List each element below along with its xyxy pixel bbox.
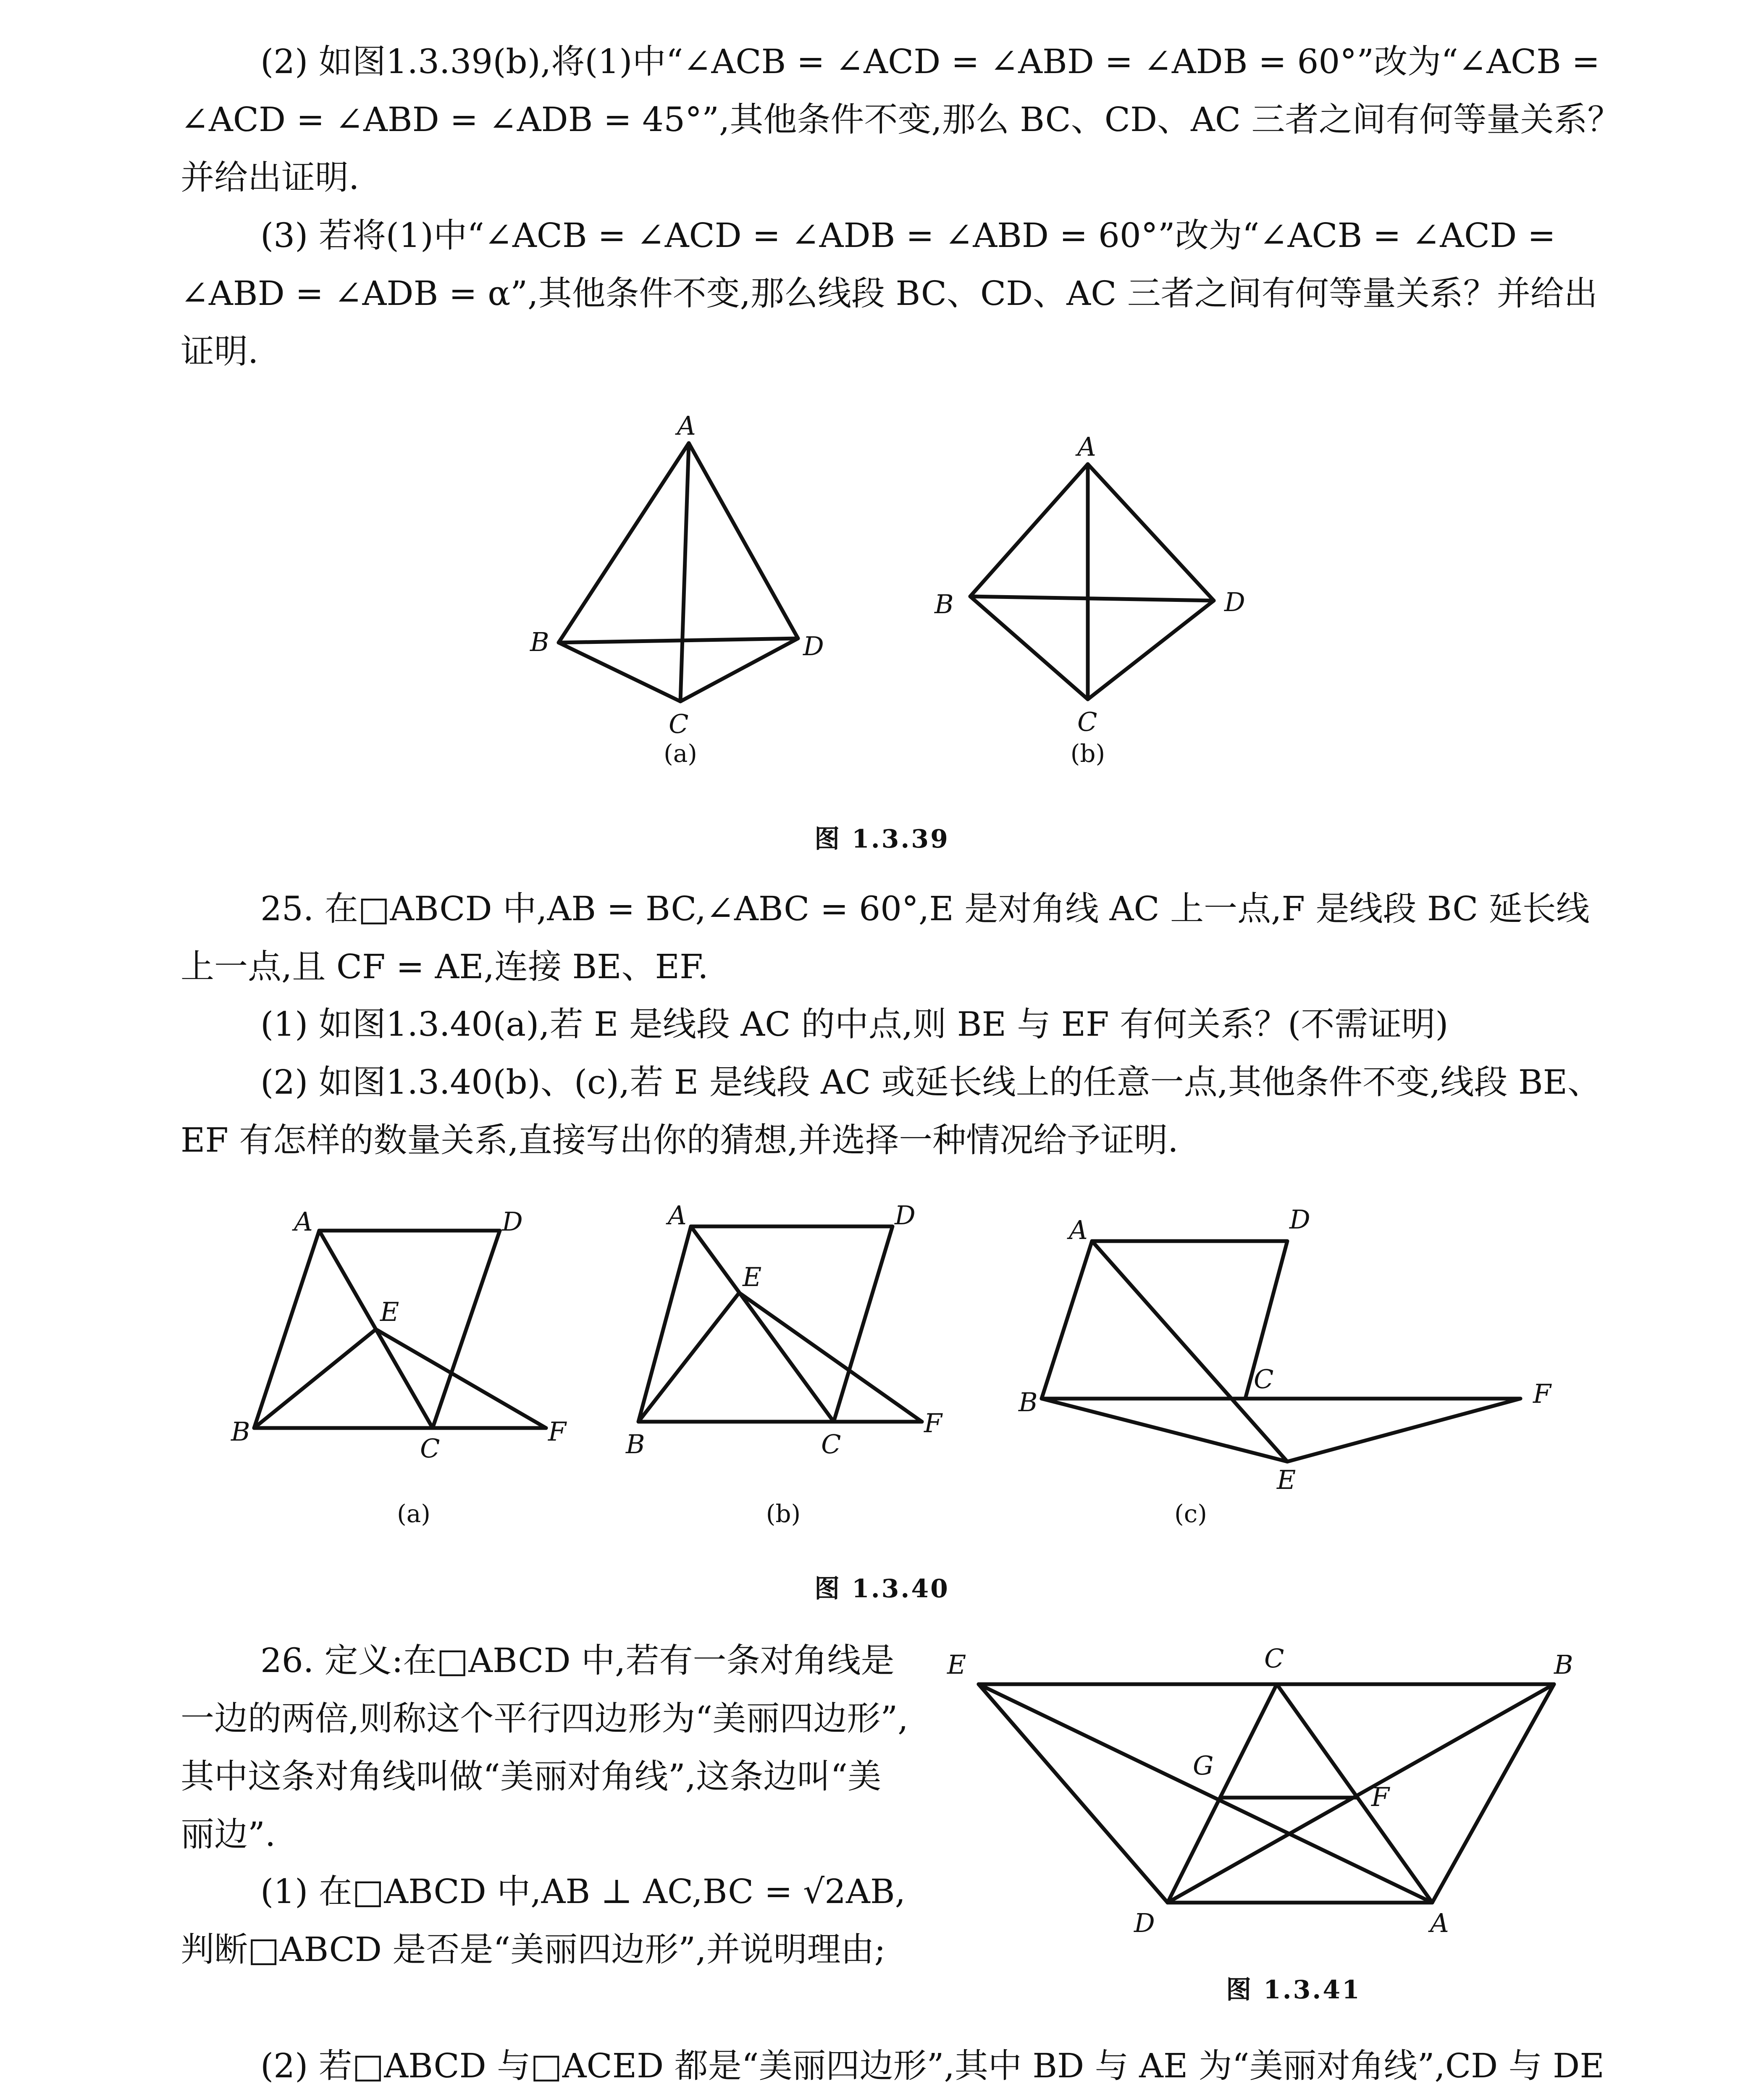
label-a-A: A (677, 410, 696, 441)
label-b-D: D (1224, 587, 1245, 617)
fig40-sub-b: (b) (766, 1499, 801, 1528)
figure-1-3-39b (934, 431, 1245, 737)
figure-1-3-40b (625, 1200, 943, 1460)
fig40-sub-a: (a) (397, 1499, 430, 1528)
problem-24-part2: (2) 如图1.3.39(b),将(1)中“∠ACB = ∠ACD = ∠ABD = ∠ADB = 60°”改为“∠ACB = ∠ACD = ∠ABD = ∠ADB = 45°”,其他条件不变,那么 BC、CD、AC 三者之间有何等量关系？并给出证明. (181, 42, 1621, 197)
label-41-G: G (1193, 1750, 1214, 1781)
figure-1-3-39 (0, 0, 1764, 861)
label-a-C: C (669, 709, 689, 739)
fig39-sub-a: (a) (664, 739, 697, 768)
label-41-C: C (1264, 1643, 1284, 1674)
fig39-sub-b: (b) (1070, 739, 1105, 768)
label-40a-B: B (231, 1416, 250, 1447)
label-40c-B: B (1018, 1387, 1038, 1418)
figure-1-3-41 (0, 1638, 1764, 2016)
label-b-C: C (1077, 706, 1097, 737)
fig40-sub-c: (c) (1174, 1499, 1207, 1528)
label-41-B: B (1554, 1649, 1573, 1680)
fig40-caption: 图 1.3.40 (814, 1574, 950, 1604)
label-40a-F: F (548, 1416, 567, 1447)
problem-25-part1: (1) 如图1.3.40(a),若 E 是线段 AC 的中点,则 BE 与 EF 有何关系？(不需证明) (260, 1005, 1449, 1044)
label-a-D: D (803, 631, 824, 662)
problem-25-part2: (2) 如图1.3.40(b)、(c),若 E 是线段 AC 或延长线上的任意一点,其他条件不变,线段 BE、EF 有怎样的数量关系,直接写出你的猜想,并选择一种情况给予证明. (181, 1063, 1601, 1160)
label-41-A: A (1430, 1908, 1449, 1938)
label-b-B: B (934, 589, 954, 620)
fig41-caption: 图 1.3.41 (1226, 1975, 1361, 2005)
label-40c-D: D (1289, 1204, 1310, 1235)
label-b-A: A (1077, 431, 1096, 462)
label-40c-A: A (1069, 1215, 1088, 1245)
label-40c-C: C (1254, 1364, 1274, 1394)
figure-1-3-40c (1018, 1204, 1552, 1495)
label-a-B: B (530, 627, 549, 657)
problem-26: 26. 定义:在□ABCD 中,若有一条对角线是一边的两倍,则称这个平行四边形为“美丽四边形”,其中这条对角线叫做“美丽对角线”,这条边叫“美丽边”. (181, 1641, 908, 1854)
label-40a-A: A (294, 1206, 313, 1237)
label-41-E: E (947, 1649, 966, 1680)
label-40b-E: E (743, 1262, 762, 1292)
label-40c-E: E (1277, 1465, 1296, 1495)
label-40b-D: D (895, 1200, 916, 1231)
figure-1-3-39a (530, 410, 824, 739)
label-40b-B: B (626, 1429, 645, 1460)
figure-1-3-40a (231, 1206, 567, 1464)
label-40a-E: E (380, 1297, 399, 1327)
label-40a-D: D (502, 1206, 523, 1237)
label-40b-A: A (668, 1200, 687, 1231)
fig39-caption: 图 1.3.39 (814, 824, 950, 854)
label-40b-F: F (924, 1408, 942, 1438)
label-40b-C: C (821, 1429, 841, 1460)
problem-25: 25. 在□ABCD 中,AB = BC,∠ABC = 60°,E 是对角线 AC 上一点,F 是线段 BC 延长线上一点,且 CF = AE,连接 BE、EF. (181, 889, 1590, 986)
problem-26-part2: (2) 若□ABCD 与□ACED 都是“美丽四边形”,其中 BD 与 AE 为“美丽对角线”,CD 与 DE (260, 2046, 1604, 2085)
label-41-F: F (1371, 1782, 1390, 1812)
label-40a-C: C (420, 1433, 440, 1464)
label-40c-F: F (1533, 1378, 1551, 1409)
label-41-D: D (1134, 1908, 1155, 1938)
problem-24-part3: (3) 若将(1)中“∠ACB = ∠ACD = ∠ADB = ∠ABD = 60°”改为“∠ACB = ∠ACD = ∠ABD = ∠ADB = α”,其他条件不变,那么线段 BC、CD、AC 三者之间有何等量关系？并给出证明. (181, 216, 1598, 371)
problem-26-part1: (1) 在□ABCD 中,AB ⊥ AC,BC = √2AB,判断□ABCD 是否是“美丽四边形”,并说明理由; (181, 1872, 906, 1969)
